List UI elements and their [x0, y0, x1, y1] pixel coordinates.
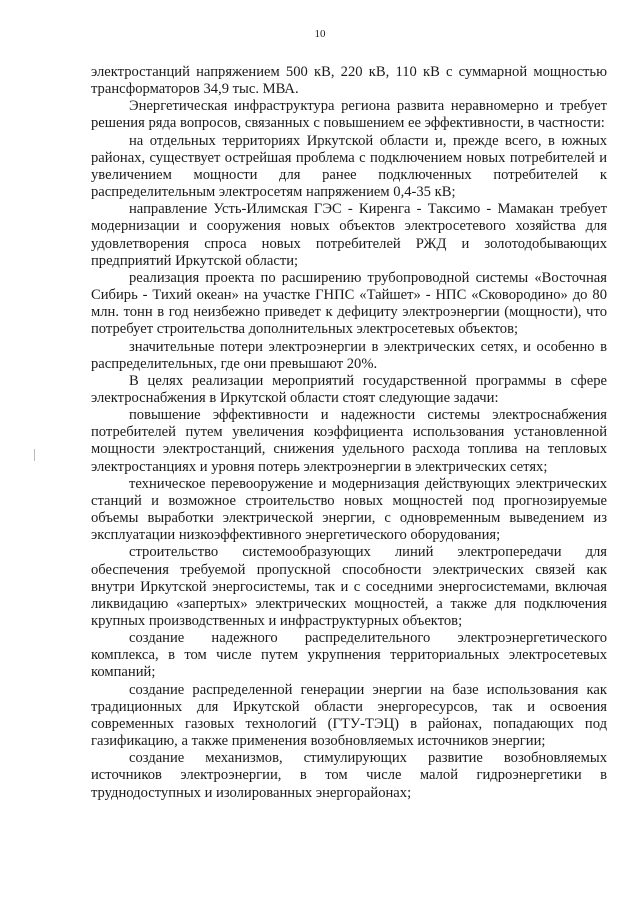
paragraph: Энергетическая инфраструктура региона развита неравномерно и требует решения ряда вопросов, связанных с повышением ее эффективности, в частности:: [91, 98, 607, 132]
list-item: реализация проекта по расширению трубопроводной системы «Восточная Сибирь - Тихий океан» на участке ГНПС «Тайшет» - НПС «Сковородино» до 80 млн. тонн в год неизбежно приведет к дефициту электроэнергии (мощности), что потребует строительства дополнительных электросетевых объектов;: [91, 269, 607, 338]
paragraph: В целях реализации мероприятий государственной программы в сфере электроснабжения в Иркутской области стоят следующие задачи:: [91, 372, 607, 406]
list-item: строительство системообразующих линий электропередачи для обеспечения требуемой пропускной способности электрических связей как внутри Иркутской энергосистемы, так и с соседними энергосистемами, включая ликвидацию «запертых» электрических мощностей, а также для подключения крупных производственных и инфраструктурных объектов;: [91, 544, 607, 629]
list-item: на отдельных территориях Иркутской области и, прежде всего, в южных районах, существует острейшая проблема с подключением новых потребителей и увеличением мощности для ранее подключенных потребителей к распределительным электросетям напряжением 0,4-35 кВ;: [91, 132, 607, 201]
list-item: создание надежного распределительного электроэнергетического комплекса, в том числе путем укрупнения территориальных электросетевых компаний;: [91, 630, 607, 681]
list-item: создание механизмов, стимулирующих развитие возобновляемых источников электроэнергии, в том числе малой гидроэнергетики в труднодоступных и изолированных энергорайонах;: [91, 750, 607, 801]
list-item: создание распределенной генерации энергии на базе использования как традиционных для Иркутской области энергоресурсов, так и освоения современных газовых технологий (ГТУ-ТЭЦ) в районах, попадающих под газификацию, а также применения возобновляемых источников энергии;: [91, 681, 607, 750]
document-body: [91, 64, 607, 802]
paragraph: электростанций напряжением 500 кВ, 220 кВ, 110 кВ с суммарной мощностью трансформаторов 34,9 тыс. МВА.: [91, 64, 607, 98]
list-item: значительные потери электроэнергии в электрических сетях, и особенно в распределительных, где они превышают 20%.: [91, 338, 607, 372]
page-number: 10: [314, 28, 326, 40]
list-item: техническое перевооружение и модернизация действующих электрических станций и возможное строительство новых мощностей под прогнозируемые объемы выработки электрической энергии, с одновременным выведением из эксплуатации низкоэффективного энергетического оборудования;: [91, 475, 607, 544]
margin-mark: [34, 449, 35, 461]
list-item: повышение эффективности и надежности системы электроснабжения потребителей путем увеличения коэффициента использования установленной мощности электростанций, снижения удельного расхода топлива на тепловых электростанциях и уровня потерь электроэнергии в электрических сетях;: [91, 407, 607, 475]
list-item: направление Усть-Илимская ГЭС - Киренга - Таксимо - Мамакан требует модернизации и сооружения новых объектов электросетевого хозяйства для удовлетворения спроса новых потребителей РЖД и золотодобывающих предприятий Иркутской области;: [91, 201, 607, 269]
